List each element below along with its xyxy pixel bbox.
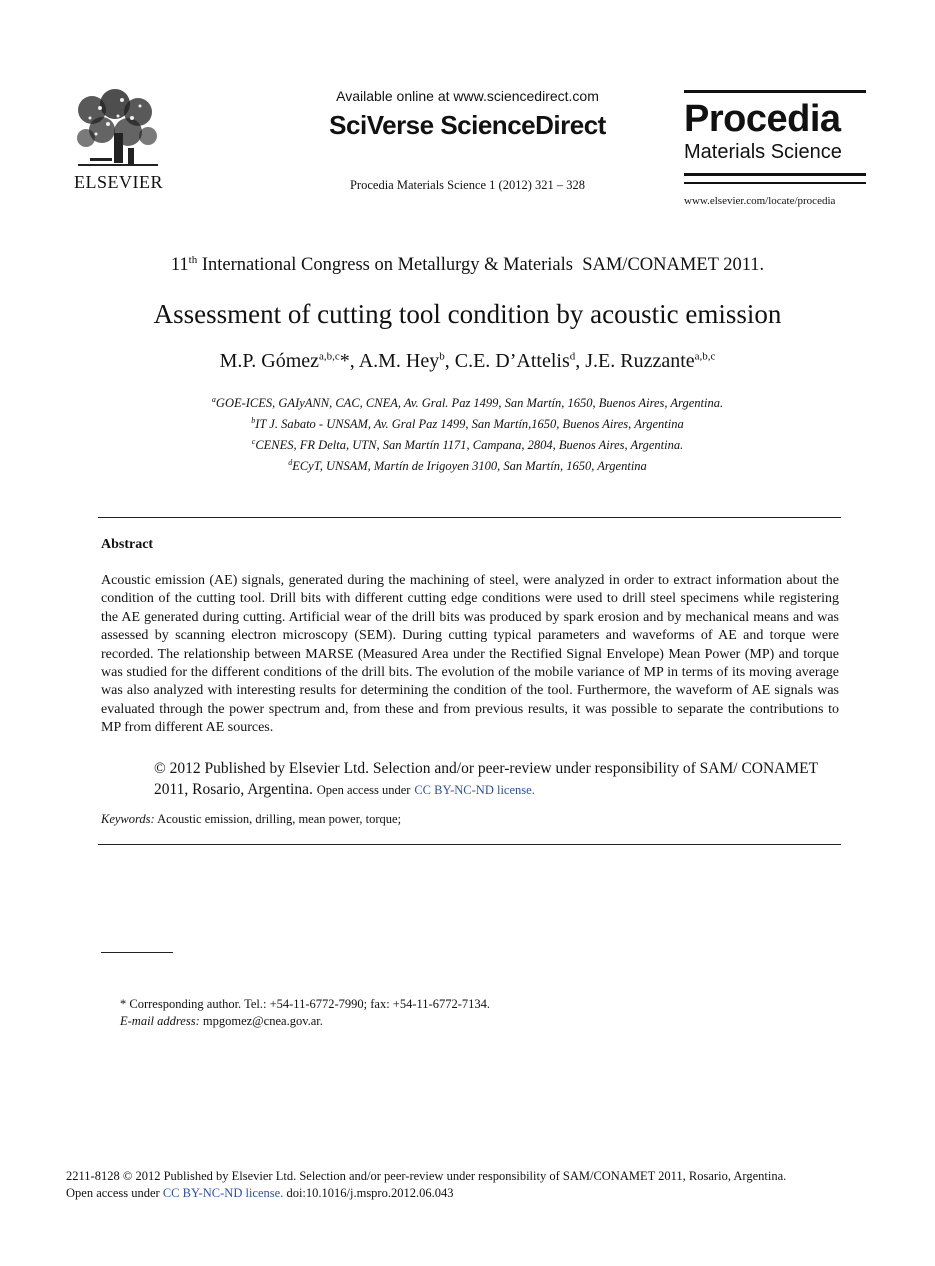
abstract-body: Acoustic emission (AE) signals, generated during the machining of steel, were analyzed in order to extract information about the condition of the cutting tool. Drill bits with different cutting edge conditions were used to drill steel specimens while registering the AE generated during cutting. Artificial wear of the drill bits was produced by spark erosion and by mechanical means and was assessed by scanning electron microscopy (SEM). During cutting typical parameters and waveforms of AE and torque were recorded. The relationship between MARSE (Measured Area under the Rectified Signal Envelope) Mean Power (MP) and torque was studied for the different conditions of the drill bits. The evolution of the mobile variance of MP in terms of its moving average was also analyzed with interesting results for determining the condition of the tool. Furthermore, the waveform of AE signals was evaluated through the power spectrum and, from these and from previous results, it was possible to separate the contributions to MP from different AE sources. [101,573,839,736]
author-separator: , [349,350,359,372]
affiliation-sup: b [251,416,256,426]
author-name: M.P. Gómez [219,350,320,372]
bottom-open-access [66,1185,453,1202]
abstract-bottom-rule [98,844,841,845]
congress-ordinal-suffix: th [188,254,198,266]
license-link[interactable]: CC BY-NC-ND license. [414,783,535,797]
affiliation-list [0,391,935,476]
available-online-text: Available online at www.sciencedirect.com [336,88,599,104]
abstract-heading: Abstract [101,537,154,552]
author-list [0,350,935,373]
journal-subtitle: Materials Science [684,141,842,163]
journal-reference: Procedia Materials Science 1 (2012) 321 – 328 [349,178,585,192]
congress-line [0,254,935,276]
affiliation-text: CENES, FR Delta, UTN, San Martín 1171, Campana, 2804, Buenos Aires, Argentina. [255,438,684,453]
open-access-label: Open access under [66,1186,160,1200]
platform-name: SciVerse ScienceDirect [329,110,606,140]
copyright-text: © 2012 Published by Elsevier Ltd. Selection and/or peer-review under responsibility of SAM/ CONAMET 2011, Rosario, Argentina. [154,760,818,798]
divider [684,173,866,176]
email-address[interactable]: mpgomez@cnea.gov.ar. [202,1014,323,1028]
open-access-label: Open access under [316,783,411,797]
doi[interactable]: doi:10.1016/j.mspro.2012.06.043 [286,1186,454,1200]
affiliation [0,454,935,475]
affiliation-sup: a [211,395,216,404]
affiliation-sup: c [251,437,256,447]
divider [684,90,866,93]
congress-name: International Congress on Metallurgy & Materials SAM/CONAMET 2011. [197,255,765,276]
footnote-rule [101,952,173,953]
publisher-wordmark: ELSEVIER [74,172,163,192]
author-separator: , [575,350,586,372]
license-link[interactable]: CC BY-NC-ND license. [162,1186,284,1200]
copyright-statement [154,758,834,801]
keywords-label: Keywords: [101,812,155,826]
keywords-values: Acoustic emission, drilling, mean power, torque; [157,812,402,826]
author-affiliation-sup: b [439,350,445,363]
author-name: J.E. Ruzzante [585,350,695,372]
author-name: C.E. D’Attelis [454,350,570,372]
journal-title: Procedia [684,98,841,140]
issn-line: 2211-8128 © 2012 Published by Elsevier Ltd. Selection and/or peer-review under responsibility of SAM/CONAMET 2011, Rosario, Argentina. [66,1169,787,1183]
email-label: E-mail address: [120,1014,200,1028]
keywords [101,812,401,827]
journal-url[interactable]: www.elsevier.com/locate/procedia [684,195,836,207]
author-affiliation-sup: a,b,c [694,350,716,363]
affiliation-text: GOE-ICES, GAIyANN, CAC, CNEA, Av. Gral. Paz 1499, San Martín, 1650, Buenos Aires, Argentina. [215,396,724,411]
email-line [120,1013,490,1030]
paper-title: Assessment of cutting tool condition by acoustic emission [153,299,782,329]
author-name: A.M. Hey [358,350,440,372]
divider [684,182,866,184]
affiliation-text: IT J. Sabato - UNSAM, Av. Gral Paz 1499, San Martín,1650, Buenos Aires, Argentina [255,417,684,432]
affiliation [0,412,935,433]
journal-logo [684,90,866,184]
congress-ordinal: 11 [170,255,189,276]
affiliation [0,391,935,412]
affiliation [0,433,935,454]
corresponding-author: * Corresponding author. Tel.: +54-11-6772-7990; fax: +54-11-6772-7134. [120,997,491,1011]
affiliation-sup: d [288,458,293,468]
author-affiliation-sup: d [569,350,576,363]
footnote [120,996,490,1030]
abstract-top-rule [98,517,841,518]
affiliation-text: ECyT, UNSAM, Martín de Irigoyen 3100, San Martín, 1650, Argentina [292,459,647,474]
author-affiliation-sup: a,b,c [319,350,340,363]
corresponding-mark: * [339,350,350,372]
author-separator: , [444,350,455,372]
